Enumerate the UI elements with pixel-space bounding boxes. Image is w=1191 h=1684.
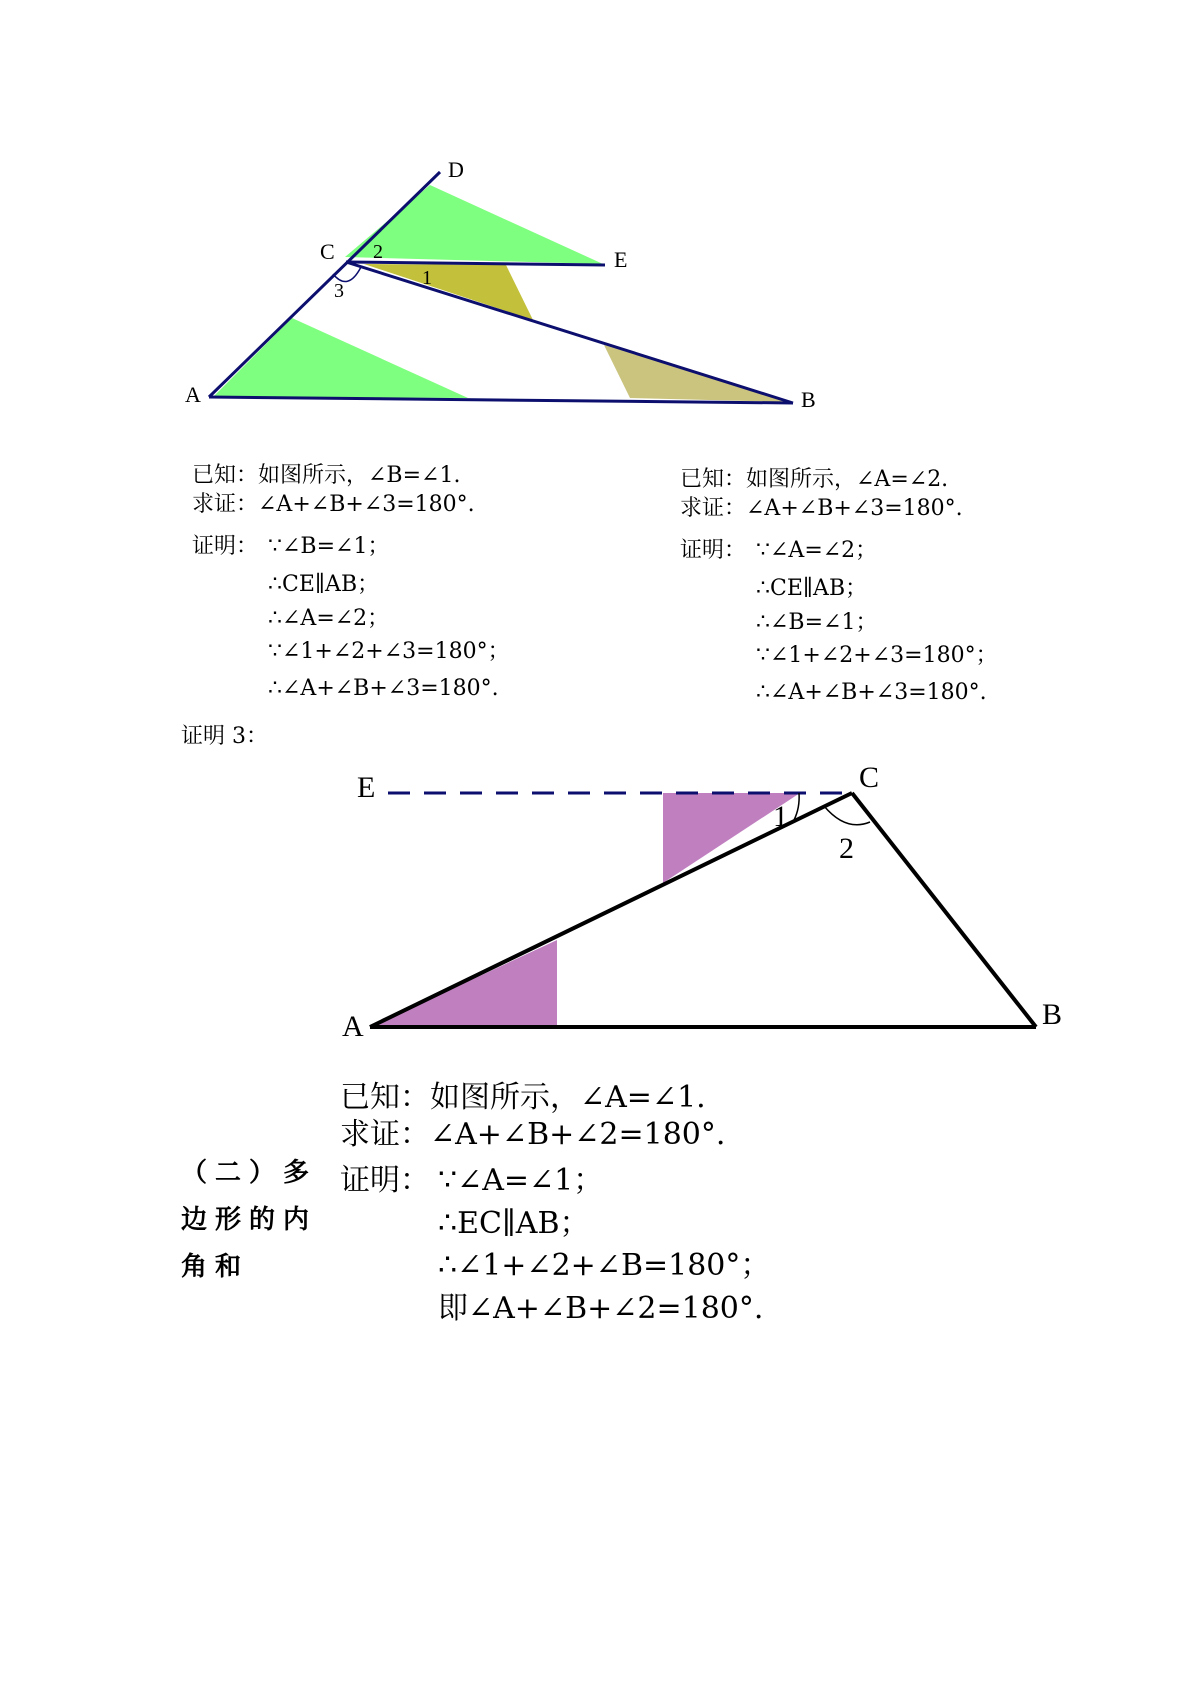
proof-right-step-1: ∵∠A=∠2； xyxy=(756,538,878,563)
proof3-given: 已知：如图所示，∠A=∠1. xyxy=(340,1080,706,1115)
vertex-label-C2: C xyxy=(859,761,880,794)
section-heading-line-2: 边形的内 xyxy=(181,1205,318,1235)
proof-left-prove: 求证：∠A+∠B+∠3=180°. xyxy=(192,492,475,517)
proof-right-step-4: ∵∠1+∠2+∠3=180°； xyxy=(756,643,998,668)
proof3-step-1: ∵∠A=∠1； xyxy=(438,1163,604,1198)
proof-left-step-1: ∵∠B=∠1； xyxy=(268,534,390,559)
proof3-step-2: ∴EC∥AB； xyxy=(438,1206,590,1241)
proof-left-step-2: ∴CE∥AB； xyxy=(268,572,380,597)
vertex-label-C: C xyxy=(320,239,335,264)
vertex-label-A: A xyxy=(185,382,201,407)
section-heading-line-1: （二）多 xyxy=(181,1158,318,1188)
proof3-title: 证明 3： xyxy=(181,724,268,749)
section-heading-line-3: 角和 xyxy=(181,1252,250,1282)
proof3-prove: 求证：∠A+∠B+∠2=180°. xyxy=(340,1117,726,1152)
proof-right-step-3: ∴∠B=∠1； xyxy=(756,610,878,635)
proof-right-step-2: ∴CE∥AB； xyxy=(756,576,868,601)
angle-label-2-fig2: 2 xyxy=(839,832,854,865)
angle-label-1-fig2: 1 xyxy=(773,800,788,833)
vertex-label-B: B xyxy=(801,387,816,412)
proof-right-label: 证明： xyxy=(680,538,747,563)
proof-left-step-3: ∴∠A=∠2； xyxy=(268,606,390,631)
proof-left-given: 已知：如图所示，∠B=∠1. xyxy=(192,463,461,488)
angle-label-2: 2 xyxy=(373,241,383,263)
proof-right-given: 已知：如图所示，∠A=∠2. xyxy=(680,467,949,492)
proof-left-step-5: ∴∠A+∠B+∠3=180°. xyxy=(268,676,499,701)
proof-left-label: 证明： xyxy=(192,534,259,559)
angle-label-1: 1 xyxy=(422,267,432,289)
vertex-label-A2: A xyxy=(342,1010,364,1043)
vertex-label-E: E xyxy=(614,247,628,272)
vertex-label-B2: B xyxy=(1042,998,1063,1031)
angle-label-3: 3 xyxy=(334,280,344,302)
proof3-step-4: 即∠A+∠B+∠2=180°. xyxy=(438,1291,764,1326)
vertex-label-E2: E xyxy=(357,771,376,804)
proof3-step-3: ∴∠1+∠2+∠B=180°； xyxy=(438,1248,771,1283)
proof-right-prove: 求证：∠A+∠B+∠3=180°. xyxy=(680,496,963,521)
proof-left-step-4: ∵∠1+∠2+∠3=180°； xyxy=(268,639,510,664)
line-CB xyxy=(852,793,1036,1027)
proof3-label: 证明： xyxy=(340,1163,430,1198)
angle-arc-1 xyxy=(794,793,799,820)
vertex-label-D: D xyxy=(448,157,464,182)
proof-right-step-5: ∴∠A+∠B+∠3=180°. xyxy=(756,680,987,705)
